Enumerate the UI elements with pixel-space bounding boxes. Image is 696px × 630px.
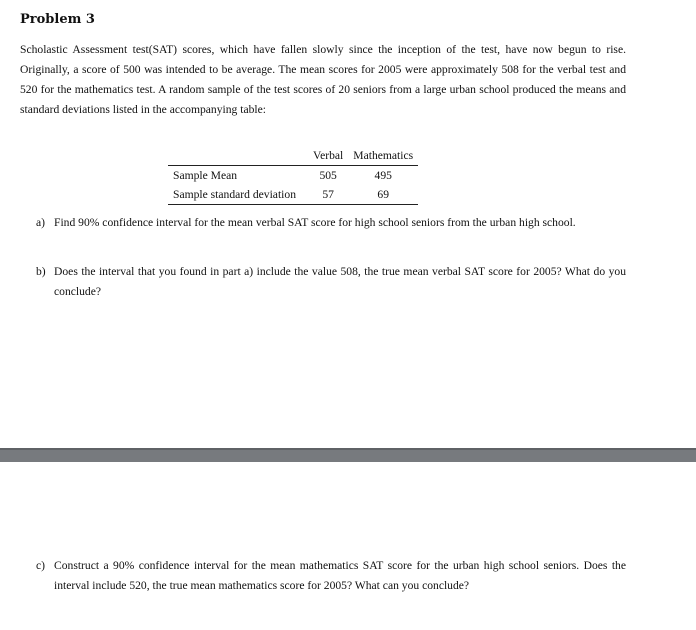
- question-c-text: Construct a 90% confidence interval for the mean mathematics SAT score for the urban high school seniors. Does the interval include 520, the true mean mathematics score for 2005? What can you conclude?: [54, 559, 626, 592]
- problem-intro: Scholastic Assessment test(SAT) scores, which have fallen slowly since the inception of the test, have now begun to rise. Originally, a score of 500 was intended to be average. The mean scores for 2005 were approximately 508 for the verbal test and 520 for the mathematics test. A random sample of the test scores of 20 seniors from a large urban school produced the means and standard deviations listed in the accompanying table:: [20, 43, 626, 116]
- question-c-mark: c): [36, 559, 46, 572]
- problem-title: Problem 3: [20, 12, 95, 27]
- header-mathematics: Mathematics: [348, 146, 418, 166]
- question-b: [36, 262, 626, 302]
- question-a-mark: a): [36, 216, 46, 229]
- question-c: [36, 556, 626, 596]
- math-value: 495: [374, 169, 392, 182]
- section-divider: [0, 448, 696, 462]
- table-header-row: [168, 146, 418, 166]
- question-b-text: Does the interval that you found in part a) include the value 508, the true mean verbal SAT score for 2005? What do you conclude?: [54, 265, 626, 298]
- question-b-mark: b): [36, 265, 46, 278]
- header-blank: [168, 146, 308, 166]
- sat-stats-table: [168, 146, 418, 205]
- math-value: 69: [348, 185, 418, 205]
- question-a-text: Find 90% confidence interval for the mean verbal SAT score for high school seniors from the urban high school.: [54, 216, 576, 229]
- verbal-value: 57: [308, 185, 348, 205]
- verbal-value: 505: [319, 169, 337, 182]
- table-row: [168, 166, 418, 186]
- question-a: [36, 213, 626, 233]
- header-verbal: Verbal: [308, 146, 348, 166]
- row-label: Sample standard deviation: [168, 185, 308, 205]
- row-label: Sample Mean: [173, 169, 238, 182]
- table-row: [168, 185, 418, 205]
